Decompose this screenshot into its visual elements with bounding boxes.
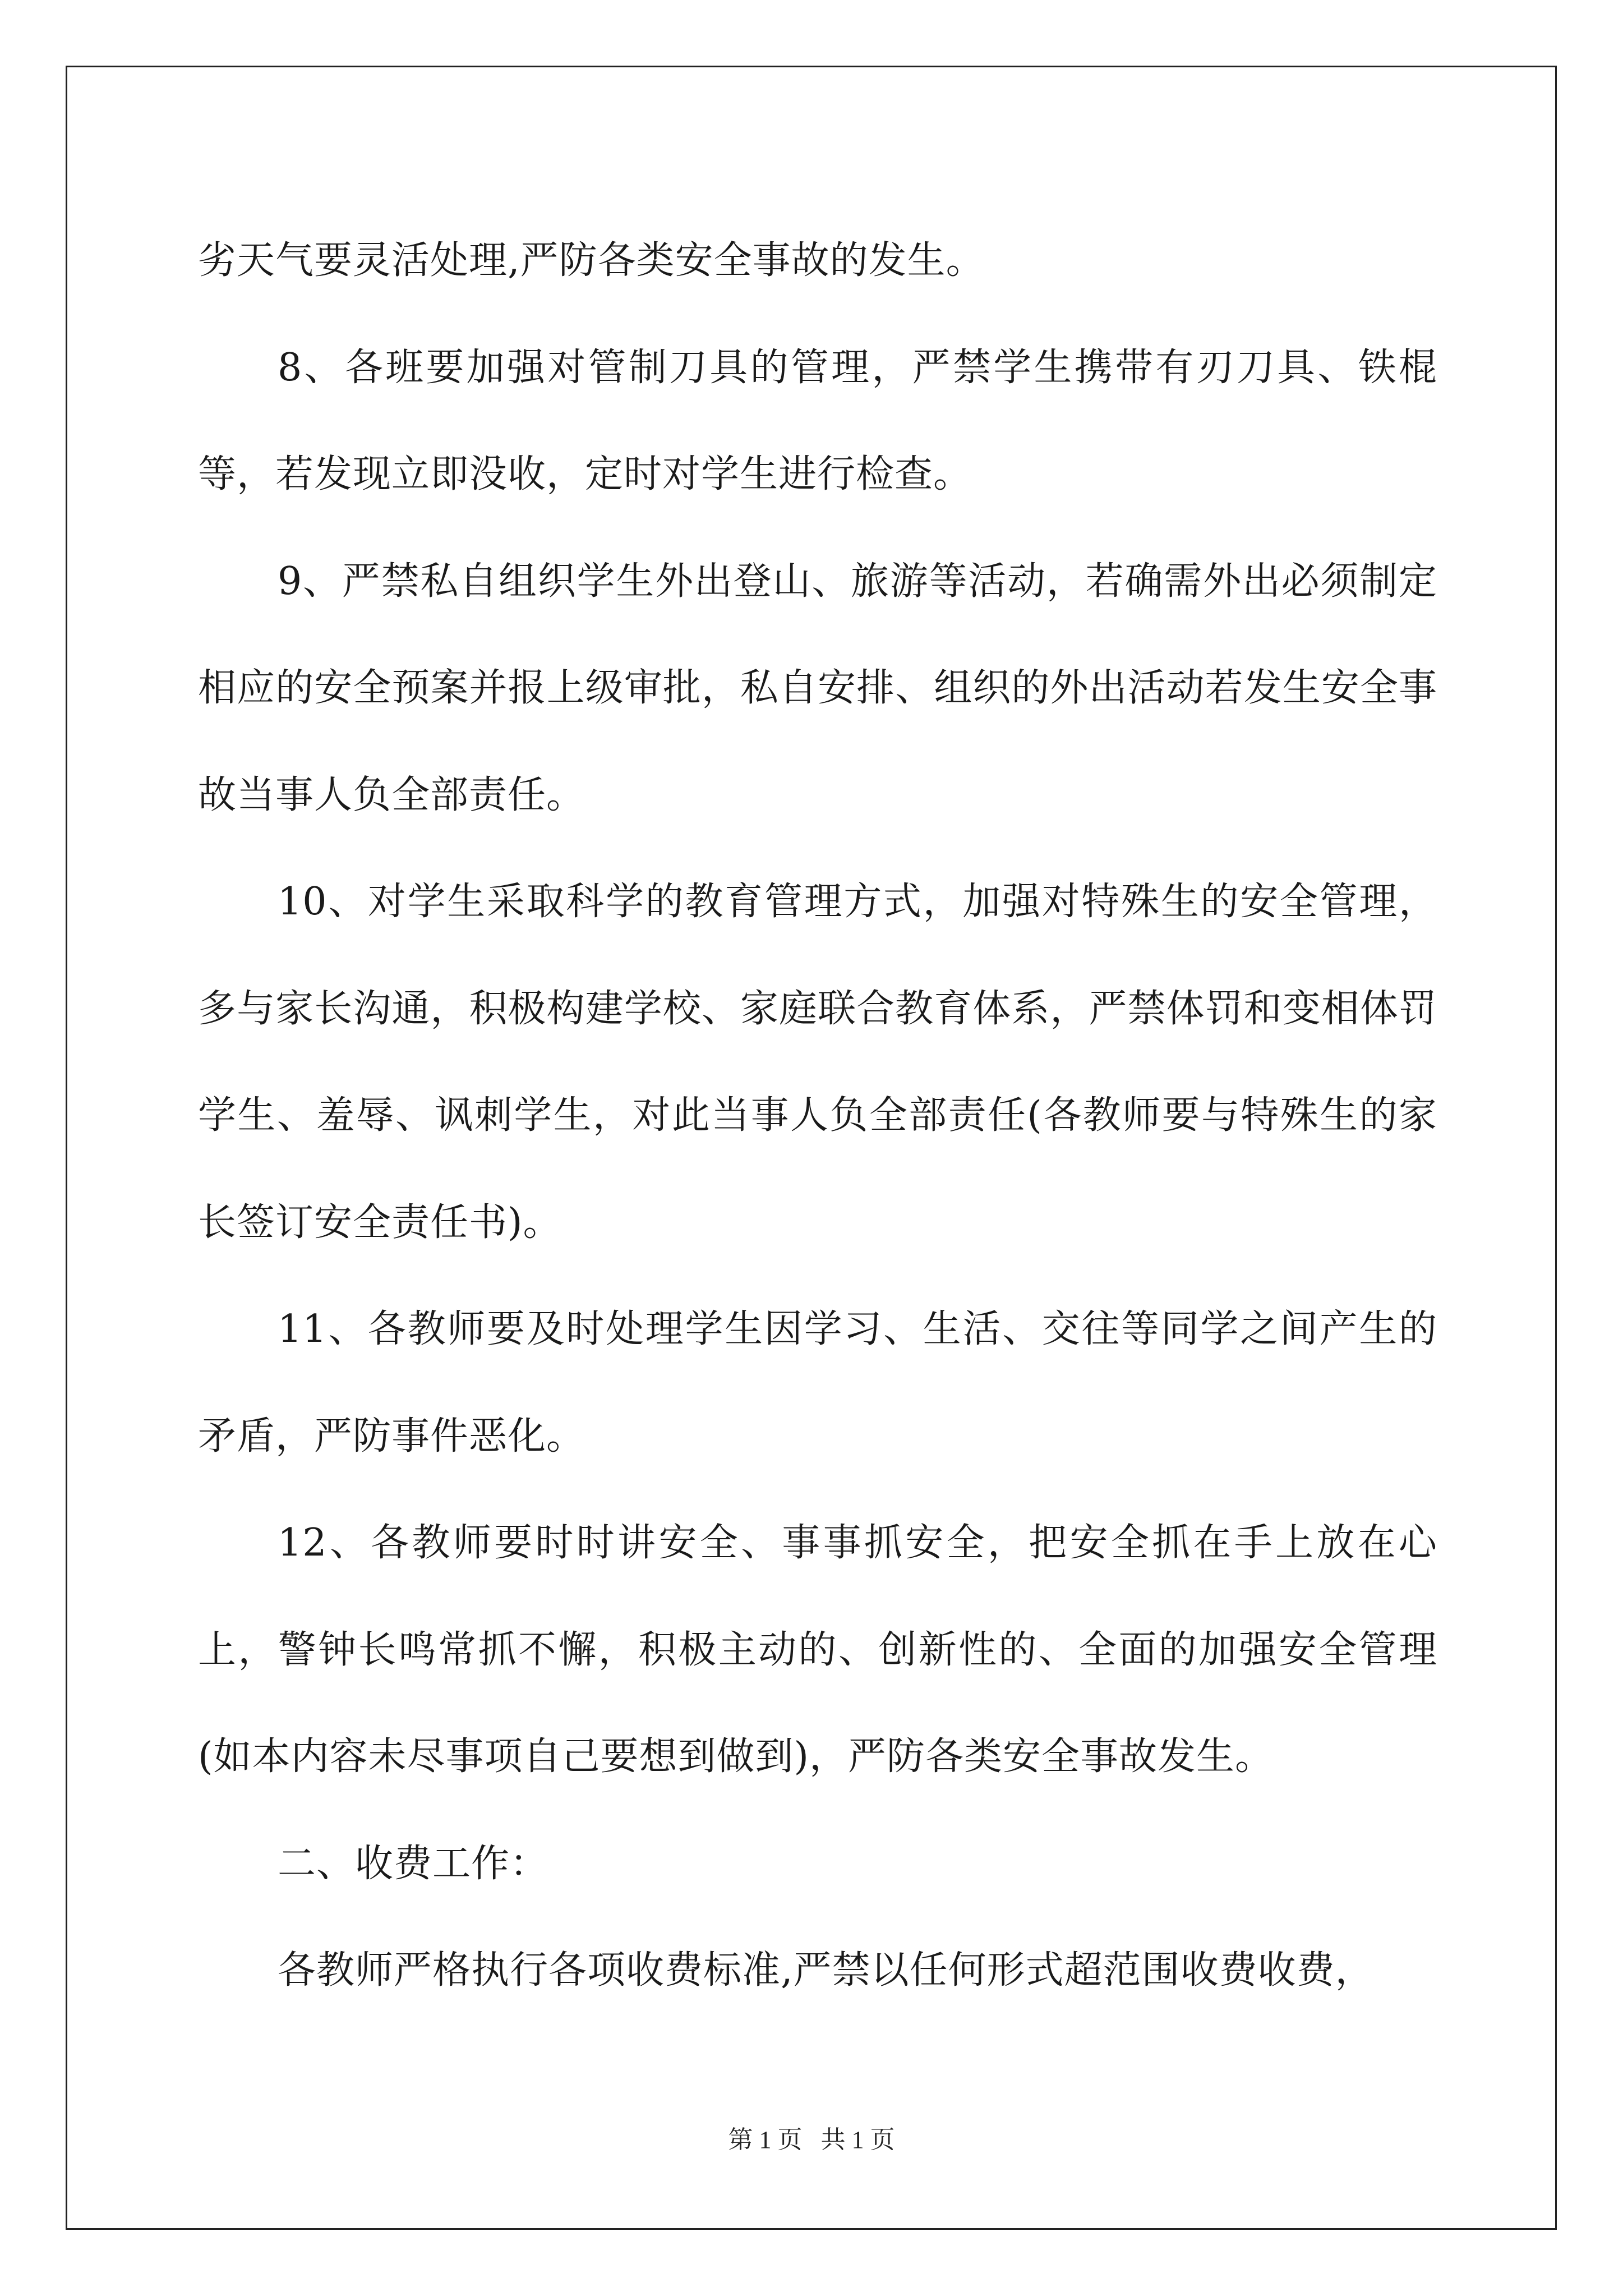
paragraph-item-10: 10、对学生采取科学的教育管理方式，加强对特殊生的安全管理，多与家长沟通，积极构建学校、家庭联合教育体系，严禁体罚和变相体罚学生、羞辱、讽刺学生，对此当事人负全部责任(各教师要与特殊生的家长签订安全责任书)。 <box>198 880 1437 1245</box>
paragraph-fees: 各教师严格执行各项收费标准,严禁以任何形式超范围收费收费， <box>278 1948 1374 1993</box>
paragraph-item-8: 8、各班要加强对管制刀具的管理，严禁学生携带有刃刀具、铁棍等，若发现立即没收，定时对学生进行检查。 <box>198 345 1437 496</box>
paragraph-item-12: 12、各教师要时时讲安全、事事抓安全，把安全抓在手上放在心上，警钟长鸣常抓不懈，积极主动的、创新性的、全面的加强安全管理(如本内容未尽事项自己要想到做到)，严防各类安全事故发生。 <box>198 1521 1437 1779</box>
page-footer <box>0 2119 1623 2155</box>
paragraph-item-9: 9、严禁私自组织学生外出登山、旅游等活动，若确需外出必须制定相应的安全预案并报上级审批，私自安排、组织的外出活动若发生安全事故当事人负全部责任。 <box>198 559 1437 817</box>
paragraph-item-11: 11、各教师要及时处理学生因学习、生活、交往等同学之间产生的矛盾，严防事件恶化。 <box>198 1307 1437 1458</box>
page-total: 共 1 页 <box>820 2126 895 2154</box>
footer-gap <box>803 2126 821 2154</box>
section-heading-fees: 二、收费工作： <box>278 1841 549 1886</box>
document-body <box>198 208 1437 2024</box>
paragraph-continuation: 劣天气要灵活处理,严防各类安全事故的发生。 <box>198 238 985 283</box>
page-number: 第 1 页 <box>728 2126 803 2154</box>
